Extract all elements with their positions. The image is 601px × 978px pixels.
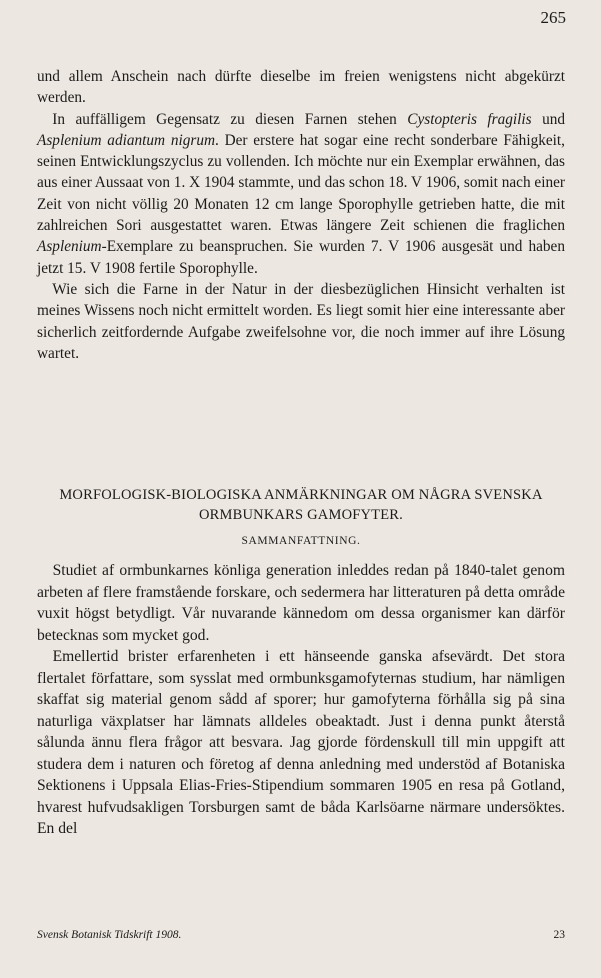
- heading-line: MORFOLOGISK-BIOLOGISKA ANMÄRKNINGAR OM NÅGRA SVENSKA: [59, 487, 543, 503]
- page-footer: [37, 929, 565, 941]
- genus-name: Asplenium: [37, 238, 102, 256]
- text-run: und: [531, 110, 566, 128]
- page-number: 265: [540, 8, 566, 27]
- paragraph: [37, 109, 565, 279]
- text-run: Wie sich die Farne in der Natur in der diesbezüglichen Hinsicht verhalten ist meines Wissens noch nicht ermittelt worden. Es liegt somit hier eine interessante aber sicherlich zeitfordernde Aufgabe zweifelsohne vor, die noch immer auf ihre Lösung wartet.: [37, 280, 565, 362]
- species-name: Cystopteris fragilis: [407, 110, 532, 128]
- text-run: Emellertid brister erfarenheten i ett hänseende ganska afsevärdt. Det stora flertalet författare, som sysslat med ormbunksgamofyternas studium, har nämligen skaffat sig material genom sådd af sporer; hur gamofyterna förhålla sig på sina naturliga växplatser har lämnats alldeles obeaktadt. Just i denna punkt återstå sålunda ännu flera frågor att besvara. Jag gjorde fördenskull till min uppgift att studera dem i naturen och företog af denna anledning med understöd af Botaniska Sektionens i Uppsala Elias-Fries-Stipendium sommaren 1905 en resa på Gotland, hvarest hufvudsakligen Torsburgen samt de båda Karlsöarne närmare undersöktes. En del: [37, 648, 565, 837]
- section-heading: [37, 485, 565, 525]
- paragraph: [37, 646, 565, 840]
- text-run: Studiet af ormbunkarnes könliga generation inleddes redan på 1840-talet genom arbeten af flere framstående forskare, och sedermera har litteraturen på detta område vuxit högst betydligt. Vår nuvarande kännedom om dessa organismer kan därför betecknas som mycket god.: [37, 562, 565, 644]
- paragraph: [37, 279, 565, 364]
- section-subheading: SAMMANFATTNING.: [241, 535, 361, 547]
- signature-mark: 23: [553, 929, 565, 941]
- swedish-text-section: [37, 560, 565, 840]
- text-run: -Exemplare zu beanspruchen. Sie wurden 7. V 1906 ausgesät und haben jetzt 15. V 1908 fertile Sporophylle.: [37, 238, 565, 277]
- text-run: In auffälligem Gegensatz zu diesen Farnen stehen: [52, 110, 408, 128]
- paragraph: und allem Anschein nach dürfte dieselbe im freien wenigstens nicht abgekürzt werden.: [37, 68, 565, 107]
- heading-line: ORMBUNKARS GAMOFYTER.: [198, 507, 403, 523]
- text-run: . Der erstere hat sogar eine recht sonderbare Fähigkeit, seinen Entwicklungszyclus zu vollenden. Ich möchte nur ein Exemplar erwähnen, das aus einer Aussaat von 1. X 1904 stammte, und das schon 18. V 1906, somit nach einer Zeit von nicht völlig 20 Monaten 12 cm lange Sporophylle getrieben hatte, die mit zahlreichen Sori ausgestattet waren. Etwas längere Zeit schienen die fraglichen: [37, 131, 565, 235]
- journal-title: Svensk Botanisk Tidskrift 1908.: [37, 929, 182, 941]
- paragraph: [37, 560, 565, 646]
- german-text-section: [37, 66, 565, 364]
- species-name: Asplenium adiantum nigrum: [37, 131, 216, 149]
